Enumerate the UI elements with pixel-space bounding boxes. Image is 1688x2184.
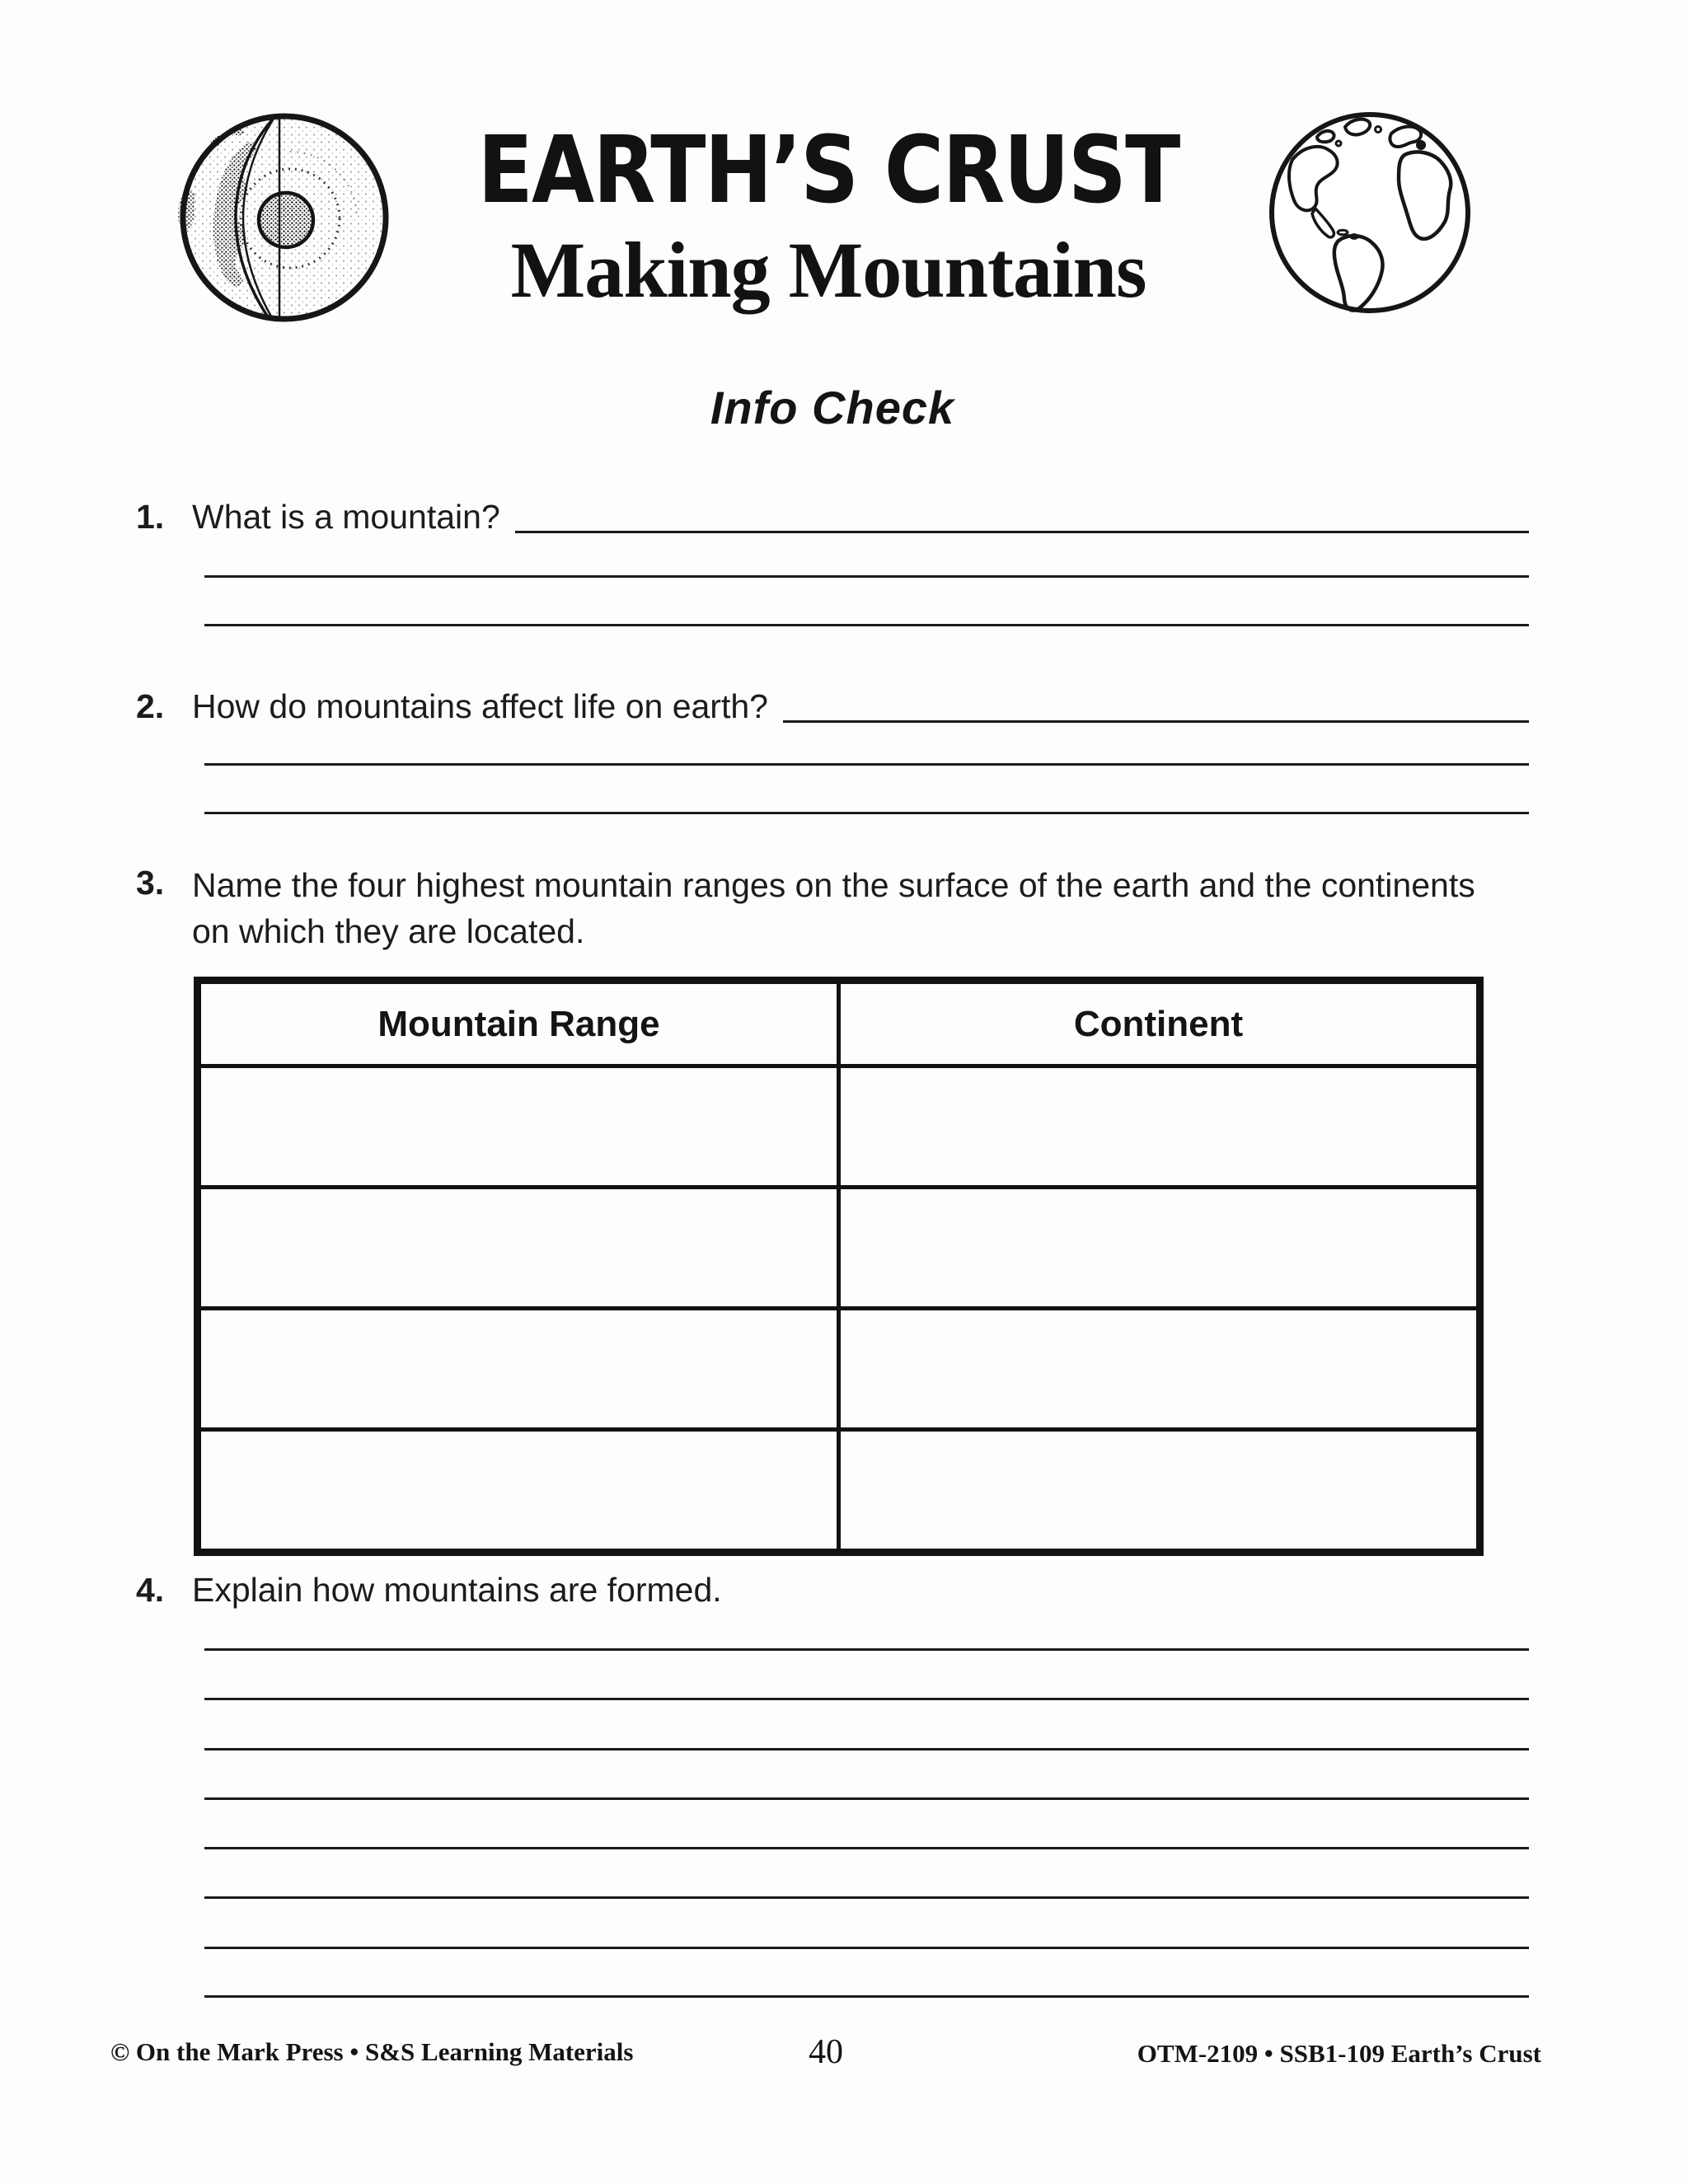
question-4-text: Explain how mountains are formed. [192,1571,722,1609]
answer-line[interactable] [204,1847,1529,1849]
mountain-range-cell[interactable] [198,1430,839,1553]
answer-line[interactable] [204,1648,1529,1651]
question-3-number: 3. [136,864,165,902]
mountain-table [194,977,1484,1556]
mountain-range-cell[interactable] [198,1066,839,1188]
continent-cell[interactable] [839,1309,1480,1430]
answer-line-inline[interactable] [515,531,1529,533]
question-2 [136,686,1529,727]
continent-cell[interactable] [839,1188,1480,1309]
footer-product-code: OTM-2109 • SSB1-109 Earth’s Crust [1137,2039,1541,2068]
page-number: 40 [809,2033,843,2071]
answer-line-inline[interactable] [783,720,1529,723]
table-row [198,1066,1480,1188]
answer-line[interactable] [204,1995,1529,1998]
section-heading: Info Check [710,382,955,434]
answer-line[interactable] [204,1698,1529,1700]
table-header-row [198,981,1480,1066]
continent-header: Continent [839,981,1480,1066]
question-2-text: How do mountains affect life on earth? [192,687,768,725]
page-title: EARTH’S CRUST [477,117,1179,224]
earth-cross-section-icon [171,110,399,326]
question-1 [136,496,1529,537]
table-row [198,1309,1480,1430]
continent-cell[interactable] [839,1066,1480,1188]
answer-line[interactable] [204,1748,1529,1750]
question-2-number: 2. [136,687,165,725]
table-row [198,1430,1480,1553]
answer-line[interactable] [204,1947,1529,1949]
continent-cell[interactable] [839,1430,1480,1553]
mountain-range-cell[interactable] [198,1188,839,1309]
page-subtitle: Making Mountains [510,226,1146,315]
question-3-text: Name the four highest mountain ranges on the surface of the earth and the continents on which they are located. [192,866,1475,950]
answer-line[interactable] [204,624,1529,626]
earth-globe-icon [1266,107,1474,320]
answer-line[interactable] [204,812,1529,814]
answer-line[interactable] [204,575,1529,578]
answer-line[interactable] [204,1797,1529,1800]
mountain-range-cell[interactable] [198,1309,839,1430]
answer-line[interactable] [204,763,1529,766]
table-row [198,1188,1480,1309]
question-1-number: 1. [136,498,165,536]
question-4-number: 4. [136,1571,165,1609]
question-1-text: What is a mountain? [192,498,500,536]
footer-publisher: © On the Mark Press • S&S Learning Materials [110,2037,634,2066]
mountain-range-header: Mountain Range [198,981,839,1066]
title-block [416,117,1240,315]
question-4 [136,1569,1529,1610]
answer-line[interactable] [204,1896,1529,1899]
question-3 [136,862,1529,954]
